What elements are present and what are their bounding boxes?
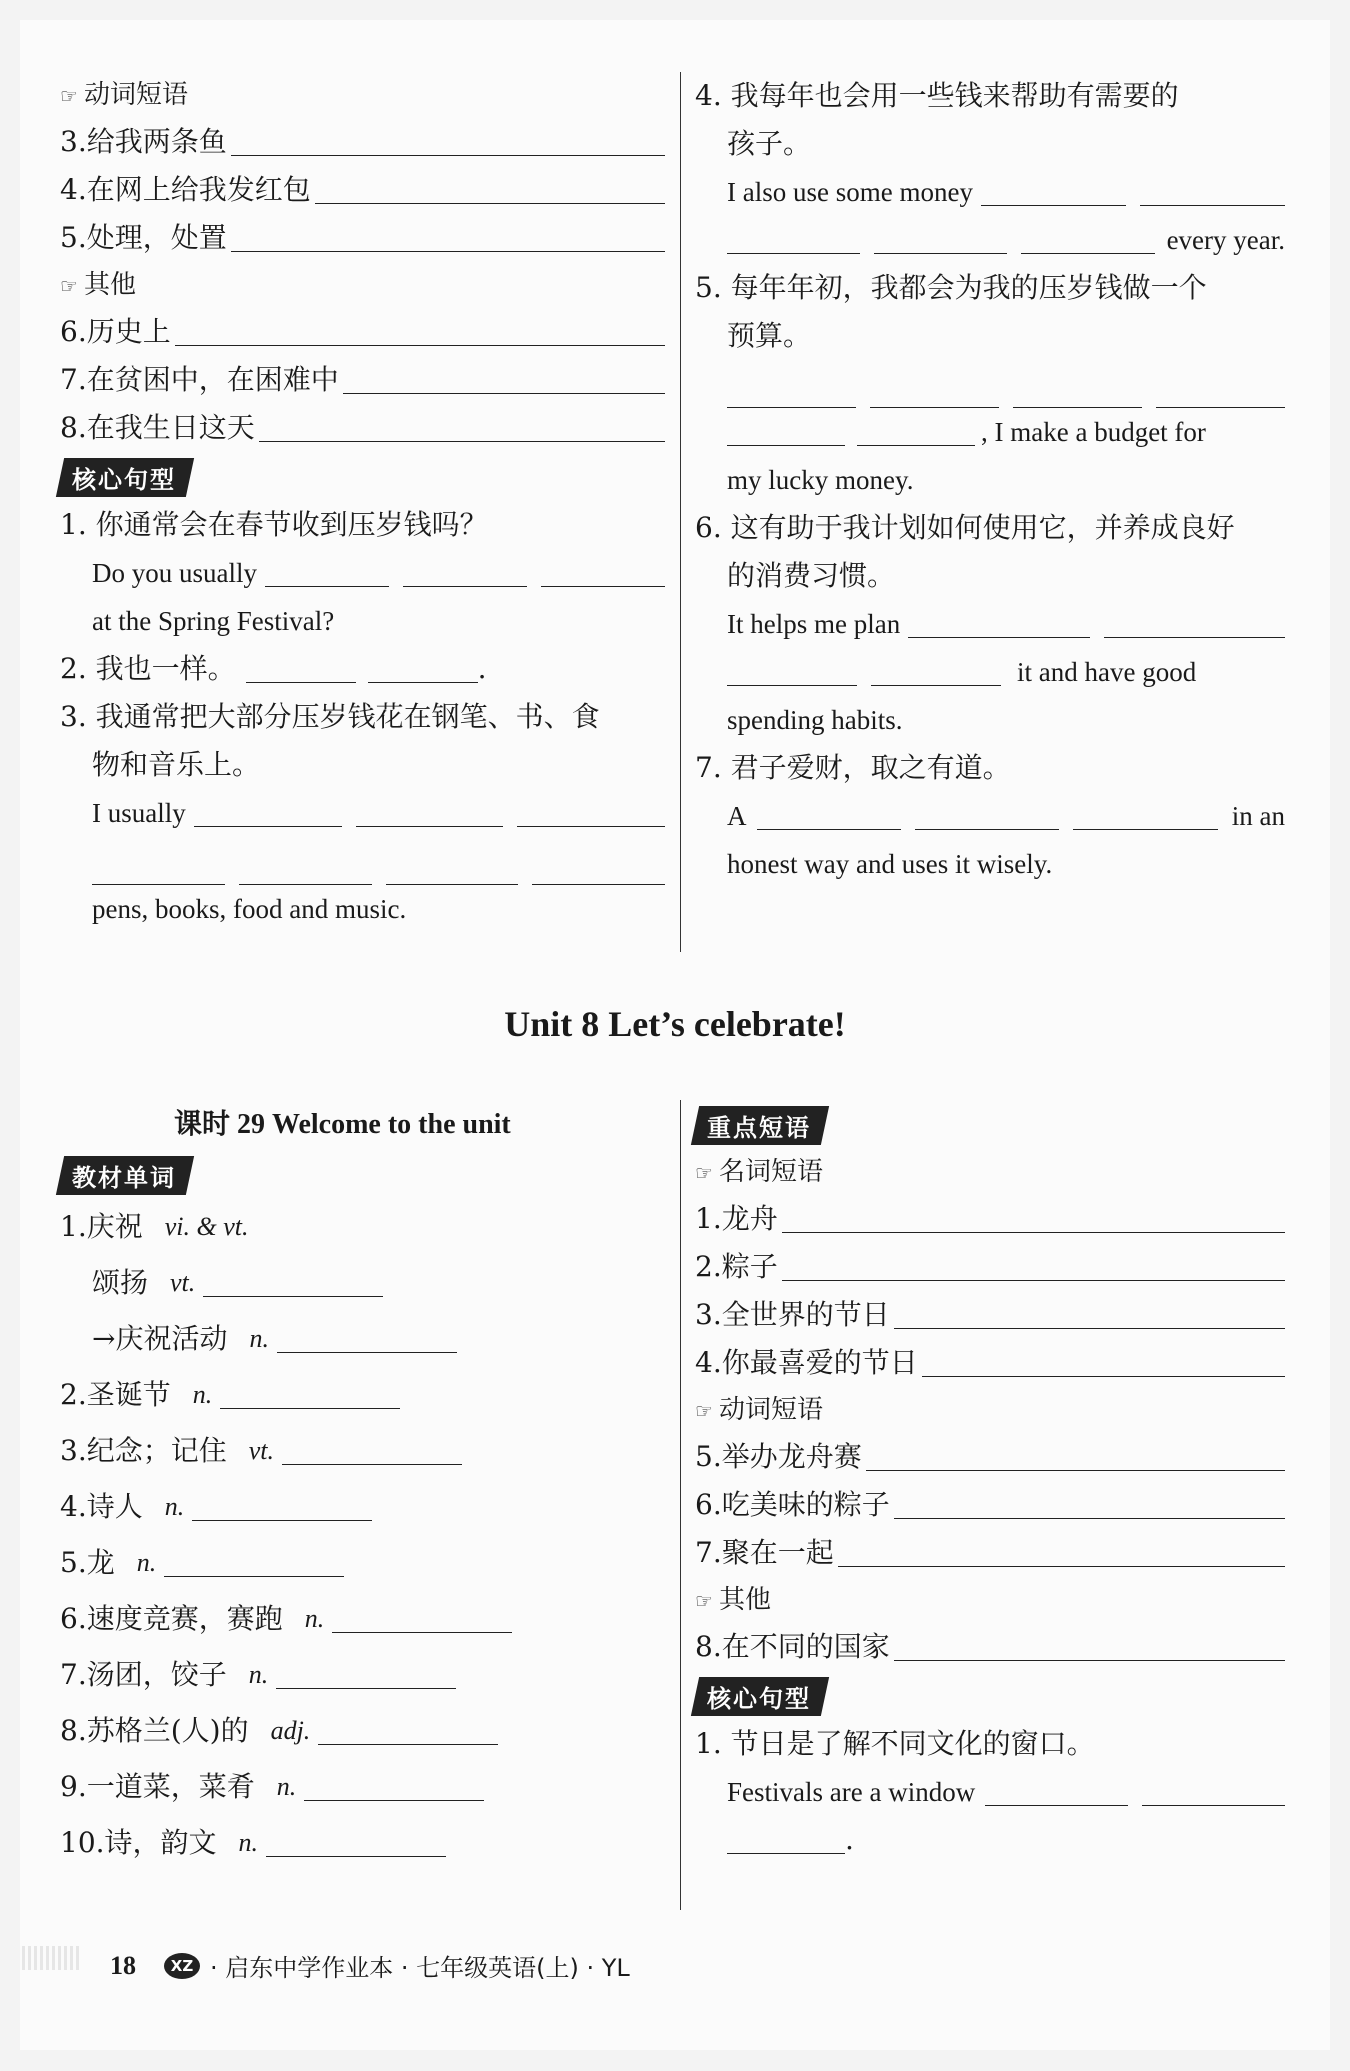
answer-blank[interactable]	[332, 1606, 512, 1633]
sentence-zh: 的消费习惯。	[727, 559, 896, 592]
sentence-en: Festivals are a window	[695, 1768, 1285, 1816]
page-number: 18	[110, 1950, 136, 1980]
section-banner-core-sentences: 核心句型	[691, 1677, 829, 1716]
vocab-meaning: 颂扬	[92, 1266, 149, 1299]
vocab-item	[60, 1535, 665, 1591]
answer-blank[interactable]	[727, 419, 845, 446]
sentence-zh: 4. 我每年也会用一些钱来帮助有需要的	[695, 79, 1179, 112]
vocab-meaning: 庆祝	[86, 1210, 143, 1243]
answer-blank[interactable]	[517, 800, 665, 827]
sentence-zh: 2. 我也一样。 .	[60, 652, 487, 685]
part-of-speech: n.	[238, 1828, 259, 1857]
pointing-hand-icon: ☞	[60, 84, 78, 108]
part-of-speech: n.	[276, 1772, 297, 1801]
sentence-zh: 孩子。	[727, 127, 812, 160]
section-banner-textbook-words: 教材单词	[56, 1156, 194, 1195]
answer-blank[interactable]	[231, 129, 665, 156]
sentence-zh: 1. 节日是了解不同文化的窗口。	[695, 1727, 1095, 1760]
sentence-en: honest way and uses it wisely.	[727, 849, 1053, 879]
phrase-item: 6. 历史上	[60, 308, 665, 356]
sentence-en: Do you usually	[60, 549, 665, 597]
answer-blank[interactable]	[870, 379, 999, 408]
answer-blank[interactable]	[246, 656, 356, 683]
item-number: 9.	[60, 1770, 87, 1803]
answer-blank[interactable]	[92, 856, 225, 885]
answer-blank[interactable]	[356, 800, 504, 827]
answer-blank[interactable]	[277, 1326, 457, 1353]
subheading-verb-phrases: ☞ 动词短语	[695, 1395, 823, 1425]
bottom-left-column	[60, 1100, 665, 1871]
phrase-item: 1. 龙舟	[695, 1195, 1285, 1243]
phrase-item: 8. 在不同的国家	[695, 1623, 1285, 1671]
vocab-item	[60, 1759, 665, 1815]
phrase-item: 4. 在网上给我发红包	[60, 166, 665, 214]
sentence-zh: 6. 这有助于我计划如何使用它，并养成良好	[695, 511, 1235, 544]
vocab-item	[60, 1815, 665, 1871]
answer-blank[interactable]	[276, 1662, 456, 1689]
answer-blank[interactable]	[857, 419, 975, 446]
phrase-item: 5. 处理，处置	[60, 214, 665, 262]
answer-blank[interactable]	[922, 1350, 1285, 1377]
answer-blank[interactable]	[259, 415, 665, 442]
subheading-verb-phrases: ☞ 动词短语	[60, 80, 188, 110]
part-of-speech: vt.	[170, 1268, 196, 1297]
answer-blank[interactable]	[1013, 379, 1142, 408]
item-number: 3.	[60, 1434, 87, 1467]
answer-blank[interactable]	[838, 1540, 1285, 1567]
answer-blank[interactable]	[175, 319, 665, 346]
column-divider	[680, 1100, 681, 1910]
phrase-item: 3. 给我两条鱼	[60, 118, 665, 166]
vocab-meaning: 苏格兰(人)的	[86, 1714, 249, 1747]
vocab-meaning: 汤团，饺子	[86, 1658, 227, 1691]
answer-blank[interactable]	[239, 856, 372, 885]
vocab-item	[60, 1479, 665, 1535]
vocab-item	[60, 1703, 665, 1759]
phrase-item: 5. 举办龙舟赛	[695, 1433, 1285, 1481]
answer-blank[interactable]	[727, 659, 857, 686]
answer-blank[interactable]	[985, 1779, 1128, 1806]
pointing-hand-icon: ☞	[60, 274, 78, 298]
answer-blank[interactable]	[318, 1718, 498, 1745]
phrase-item: 6. 吃美味的粽子	[695, 1481, 1285, 1529]
answer-blank[interactable]	[874, 227, 1007, 254]
phrase-item: 3. 全世界的节日	[695, 1291, 1285, 1339]
vocab-item	[60, 1199, 665, 1255]
part-of-speech: n.	[304, 1604, 325, 1633]
part-of-speech: n.	[248, 1660, 269, 1689]
subheading-other: ☞ 其他	[695, 1585, 771, 1615]
answer-blank[interactable]	[894, 1492, 1285, 1519]
publisher-logo: XZ	[164, 1953, 200, 1979]
answer-blank[interactable]	[915, 803, 1059, 830]
sentence-en: every year.	[695, 216, 1285, 264]
part-of-speech: vt.	[248, 1436, 274, 1465]
part-of-speech: n.	[249, 1324, 269, 1353]
sentence-en: I usually	[60, 789, 665, 837]
vocab-meaning: 诗，韵文	[104, 1826, 217, 1859]
answer-blank[interactable]	[727, 227, 860, 254]
pointing-hand-icon: ☞	[695, 1161, 713, 1185]
item-number: 5.	[60, 1546, 87, 1579]
vocab-item	[60, 1311, 665, 1367]
sentence-en: spending habits.	[727, 705, 903, 735]
phrase-item: 4. 你最喜爱的节日	[695, 1339, 1285, 1387]
vocab-item	[60, 1647, 665, 1703]
sentence-en: It helps me plan	[695, 600, 1285, 648]
book-title: · 启东中学作业本 · 七年级英语(上) · YL	[210, 1954, 630, 1982]
phrase-item: 7. 聚在一起	[695, 1529, 1285, 1577]
item-number: 4.	[60, 1490, 87, 1523]
column-divider	[680, 72, 681, 952]
sentence-en: my lucky money.	[727, 465, 914, 495]
answer-blank[interactable]	[265, 560, 389, 587]
answer-blank[interactable]	[1156, 379, 1285, 408]
answer-blank[interactable]	[164, 1550, 344, 1577]
answer-blank[interactable]	[894, 1634, 1285, 1661]
pointing-hand-icon: ☞	[695, 1589, 713, 1613]
answer-blank[interactable]	[908, 611, 1089, 638]
answer-blank[interactable]	[192, 1494, 372, 1521]
top-right-column	[695, 72, 1285, 888]
pointing-hand-icon: ☞	[695, 1399, 713, 1423]
phrase-item: 7. 在贫困中，在困难中	[60, 356, 665, 404]
part-of-speech: adj.	[270, 1716, 311, 1745]
blank-row	[60, 837, 665, 885]
vocab-item	[60, 1255, 665, 1311]
sentence-en: at the Spring Festival?	[92, 606, 335, 636]
sentence-en: it and have good	[695, 648, 1285, 696]
answer-blank[interactable]	[727, 379, 856, 408]
answer-blank[interactable]	[368, 656, 478, 683]
answer-blank[interactable]	[981, 179, 1126, 206]
item-number: 8.	[60, 1714, 87, 1747]
answer-blank[interactable]	[727, 1827, 845, 1854]
answer-blank[interactable]	[266, 1830, 446, 1857]
item-number: 6.	[60, 1602, 87, 1635]
answer-blank[interactable]	[782, 1206, 1285, 1233]
item-number: 10.	[60, 1826, 105, 1859]
sentence-en: .	[695, 1816, 1285, 1864]
top-left-column	[60, 72, 665, 933]
item-number: 1.	[60, 1210, 87, 1243]
sentence-en: , I make a budget for	[695, 408, 1285, 456]
answer-blank[interactable]	[532, 856, 665, 885]
unit-title: Unit 8 Let’s celebrate!	[504, 1004, 846, 1044]
sentence-en: A in an	[727, 801, 1286, 831]
vocab-meaning: 诗人	[86, 1490, 143, 1523]
answer-blank[interactable]	[386, 856, 519, 885]
part-of-speech: n.	[192, 1380, 213, 1409]
answer-blank[interactable]	[1104, 611, 1285, 638]
sentence-zh: 预算。	[727, 319, 812, 352]
bottom-right-column	[695, 1100, 1285, 1864]
vocab-item	[60, 1367, 665, 1423]
sentence-en: I also use some money	[695, 168, 1285, 216]
phrase-item: 8. 在我生日这天	[60, 404, 665, 452]
part-of-speech: n.	[164, 1492, 185, 1521]
answer-blank[interactable]	[304, 1774, 484, 1801]
decorative-dots	[22, 1946, 82, 1970]
answer-blank[interactable]	[231, 225, 665, 252]
sentence-en: pens, books, food and music.	[92, 894, 407, 924]
vocab-item	[60, 1591, 665, 1647]
answer-blank[interactable]	[757, 803, 901, 830]
answer-blank[interactable]	[220, 1382, 400, 1409]
answer-blank[interactable]	[403, 560, 527, 587]
vocab-meaning: 圣诞节	[86, 1378, 171, 1411]
part-of-speech: n.	[136, 1548, 157, 1577]
sentence-zh: 物和音乐上。	[92, 748, 261, 781]
vocab-meaning: 龙	[86, 1546, 115, 1579]
vocab-list	[60, 1199, 665, 1871]
vocab-meaning: 一道菜，菜肴	[86, 1770, 255, 1803]
answer-blank[interactable]	[1073, 803, 1217, 830]
page-footer	[110, 1948, 630, 1983]
answer-blank[interactable]	[541, 560, 665, 587]
sentence-zh: 7. 君子爱财，取之有道。	[695, 751, 1011, 784]
vocab-meaning: 纪念；记住	[86, 1434, 227, 1467]
vocab-meaning: →庆祝活动	[92, 1322, 228, 1355]
section-banner-core-sentences: 核心句型	[56, 458, 194, 497]
answer-blank[interactable]	[343, 367, 665, 394]
answer-blank[interactable]	[782, 1254, 1285, 1281]
item-number: 2.	[60, 1378, 87, 1411]
blank-row	[695, 360, 1285, 408]
answer-blank[interactable]	[315, 177, 665, 204]
lesson-title: 课时 29 Welcome to the unit	[174, 1109, 511, 1140]
section-banner-key-phrases: 重点短语	[691, 1106, 829, 1145]
answer-blank[interactable]	[894, 1302, 1285, 1329]
answer-blank[interactable]	[203, 1270, 383, 1297]
sentence-zh: 1. 你通常会在春节收到压岁钱吗？	[60, 508, 488, 541]
answer-blank[interactable]	[1021, 227, 1154, 254]
answer-blank[interactable]	[194, 800, 342, 827]
sentence-zh: 5. 每年年初，我都会为我的压岁钱做一个	[695, 271, 1207, 304]
part-of-speech: vi. & vt.	[164, 1212, 249, 1241]
answer-blank[interactable]	[282, 1438, 462, 1465]
answer-blank[interactable]	[866, 1444, 1285, 1471]
phrase-item: 2. 粽子	[695, 1243, 1285, 1291]
subheading-noun-phrases: ☞ 名词短语	[695, 1157, 823, 1187]
vocab-meaning: 速度竞赛，赛跑	[86, 1602, 283, 1635]
answer-blank[interactable]	[871, 659, 1001, 686]
answer-blank[interactable]	[1142, 1779, 1285, 1806]
vocab-item	[60, 1423, 665, 1479]
sentence-zh: 3. 我通常把大部分压岁钱花在钢笔、书、食	[60, 700, 600, 733]
item-number: 7.	[60, 1658, 87, 1691]
answer-blank[interactable]	[1140, 179, 1285, 206]
subheading-other: ☞ 其他	[60, 270, 136, 300]
